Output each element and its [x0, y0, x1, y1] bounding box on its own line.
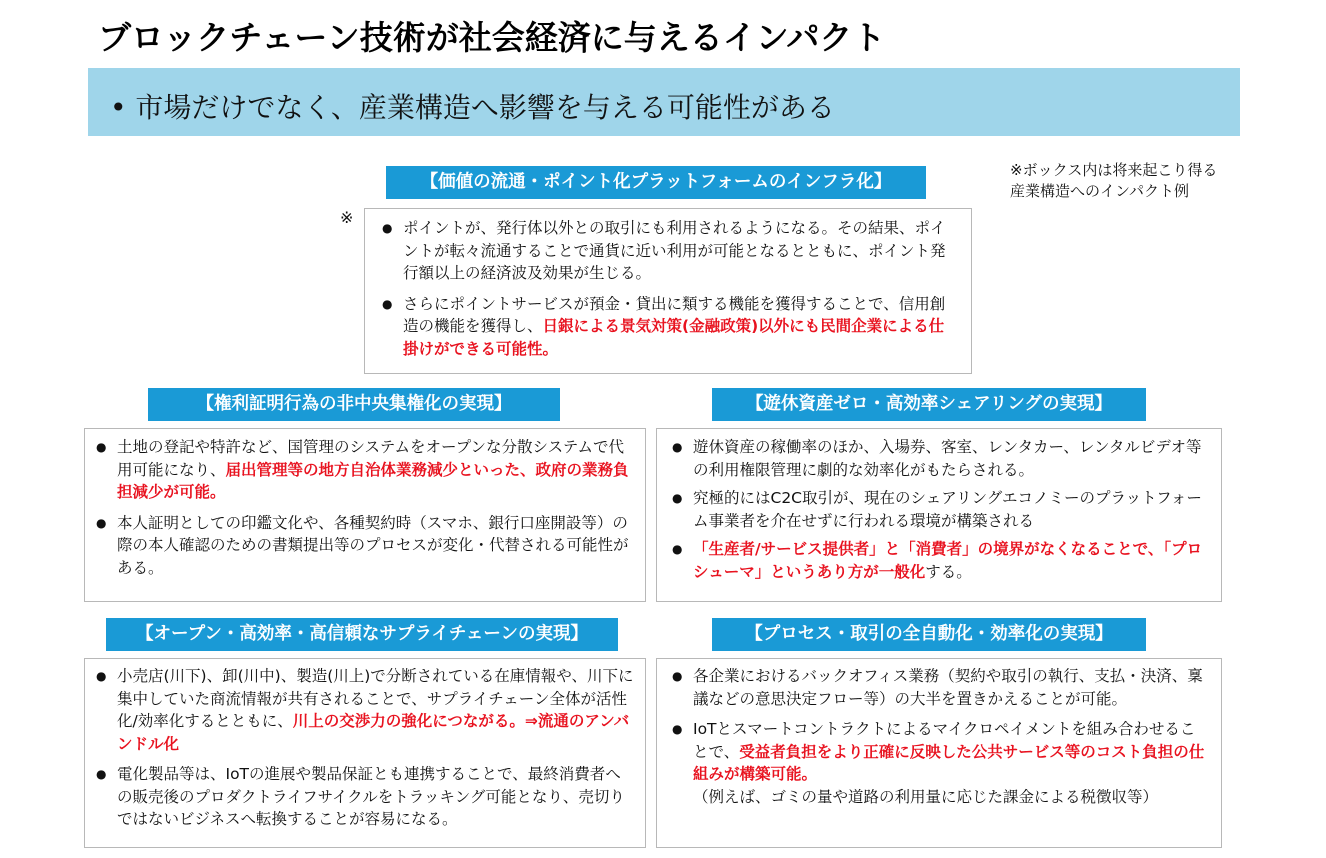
section-box-automation — [656, 658, 1222, 848]
item-text: 土地の登記や特許など、国管理のシステムをオープンな分散システムで代用可能になり、 — [117, 438, 625, 479]
item-text: 小売店(川下)、卸(川中)、製造(川上)で分断されている在庫情報や、川下に集中していた商流情報が共有されることで、サプライチェーン全体が活性化/効率化するとともに、 — [117, 667, 634, 730]
legend-note-line-1: ※ボックス内は将来起こり得る — [1010, 161, 1218, 179]
item-text: 各企業におけるバックオフィス業務（契約や取引の執行、支払・決済、稟議などの意思決定フロー等）の大半を置きかえることが可能。 — [693, 667, 1203, 708]
bullet-icon: ● — [382, 221, 393, 235]
bullet-icon: ● — [96, 767, 107, 781]
bullet-icon: ● — [672, 669, 683, 683]
bullet-icon: ● — [96, 669, 107, 683]
section-heading-rights-proof: 【権利証明行為の非中央集権化の実現】 — [148, 388, 560, 421]
list-item — [663, 665, 1209, 710]
legend-note-line-2: 産業構造へのインパクト例 — [1010, 182, 1189, 200]
bullet-icon: ● — [672, 440, 683, 454]
list-item — [663, 487, 1207, 532]
list-item — [663, 436, 1207, 481]
item-text: 本人証明としての印鑑文化や、各種契約時（スマホ、銀行口座開設等）の際の本人確認のための書類提出等のプロセスが変化・代替される可能性がある。 — [117, 513, 629, 577]
section-box-point-platform — [364, 208, 972, 374]
item-text-after: （例えば、ゴミの量や道路の利用量に応じた課金による税徴収等） — [693, 787, 1159, 806]
asterisk-mark: ※ — [340, 208, 354, 227]
item-text: ポイントが、発行体以外との取引にも利用されるようになる。その結果、ポイントが転々流通することで通貨に近い利用が可能となるとともに、ポイント発行額以上の経済波及効果が生じる。 — [403, 219, 946, 282]
section-box-supply-chain — [84, 658, 646, 848]
item-text-after: する。 — [925, 562, 972, 581]
bullet-icon: ● — [672, 491, 683, 505]
item-highlight: 届出管理等の地方自治体業務減少といった、政府の業務負担減少が可能。 — [117, 460, 629, 501]
list-item — [87, 436, 635, 504]
list-item — [373, 293, 959, 361]
list-item — [87, 763, 635, 831]
bullet-icon: ● — [96, 440, 107, 454]
bullet-icon: ● — [96, 515, 107, 530]
section-box-rights-proof — [84, 428, 646, 602]
list-item — [87, 512, 635, 580]
item-highlight: 受益者負担をより正確に反映した公共サービス等のコスト負担の仕組みが構築可能。 — [693, 742, 1205, 783]
item-text: さらにポイントサービスが預金・貸出に類する機能を獲得することで、信用創造の機能を獲得し、 — [403, 294, 946, 335]
legend-note — [1010, 160, 1217, 202]
section-box-sharing — [656, 428, 1222, 602]
summary-banner-text: • 市場だけでなく、産業構造へ影響を与える可能性がある — [110, 91, 835, 124]
list-item — [87, 665, 635, 755]
item-text: 究極的にはC2C取引が、現在のシェアリングエコノミーのプラットフォーム事業者を介在せずに行われる環境が構築される — [693, 489, 1202, 530]
list-item — [373, 217, 959, 285]
bullet-icon: ● — [382, 296, 393, 311]
bullet-icon: ● — [672, 722, 683, 736]
list-item — [663, 538, 1207, 583]
section-heading-sharing: 【遊休資産ゼロ・高効率シェアリングの実現】 — [712, 388, 1146, 421]
item-text: 電化製品等は、IoTの進展や製品保証とも連携することで、最終消費者への販売後のプロダクトライフサイクルをトラッキング可能となり、売切りではないビジネスへ転換することが容易になる。 — [117, 765, 625, 828]
list-item — [663, 718, 1209, 808]
section-heading-supply-chain: 【オープン・高効率・高信頼なサプライチェーンの実現】 — [106, 618, 618, 651]
section-heading-automation: 【プロセス・取引の全自動化・効率化の実現】 — [712, 618, 1146, 651]
page-title: ブロックチェーン技術が社会経済に与えるインパクト — [98, 18, 886, 57]
item-highlight: 日銀による景気対策(金融政策)以外にも民間企業による仕掛けができる可能性。 — [403, 317, 945, 358]
item-text: 遊休資産の稼働率のほか、入場券、客室、レンタカー、レンタルビデオ等の利用権限管理に劇的な効率化がもたらされる。 — [693, 438, 1202, 479]
section-heading-point-platform: 【価値の流通・ポイント化プラットフォームのインフラ化】 — [386, 166, 926, 199]
bullet-icon: ● — [672, 542, 683, 556]
item-highlight: 川上の交渉力の強化につながる。⇒流通のアンバンドル化 — [117, 712, 630, 753]
item-highlight: 「生産者/サービス提供者」と「消費者」の境界がなくなることで、「プロシューマ」というあり方が一般化 — [693, 540, 1203, 581]
item-text: IoTとスマートコントラクトによるマイクロペイメントを組み合わせることで、 — [693, 720, 1196, 761]
